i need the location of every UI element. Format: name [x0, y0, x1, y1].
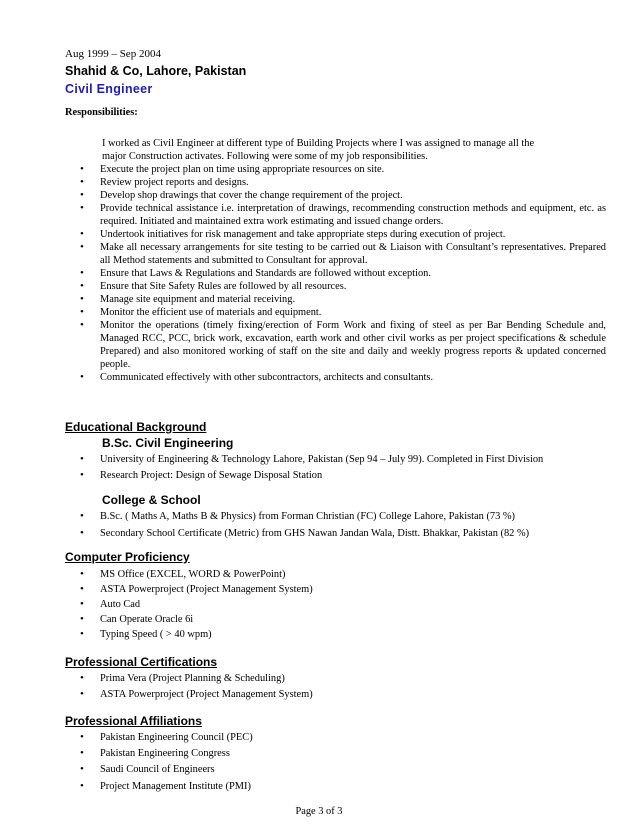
- certifications-heading: Professional Certifications: [65, 655, 218, 669]
- list-item: • Auto Cad: [78, 598, 606, 611]
- list-item: • ASTA Powerproject (Project Management System): [78, 583, 606, 596]
- degree-list: [78, 453, 618, 482]
- page-number: Page 3 of 3: [295, 806, 343, 817]
- education-heading: Educational Background: [65, 420, 207, 434]
- degree-heading: B.Sc. Civil Engineering: [102, 436, 234, 450]
- computer-heading: Computer Proficiency: [65, 550, 190, 564]
- affiliations-heading: Professional Affiliations: [65, 714, 202, 728]
- list-item: • Typing Speed ( > 40 wpm): [78, 628, 606, 641]
- job-title: Civil Engineer: [65, 82, 153, 96]
- list-item: • Communicated effectively with other subcontractors, architects and consultants.: [78, 371, 606, 384]
- list-item: • B.Sc. ( Maths A, Maths B & Physics) from Forman Christian (FC) College Lahore, Pakistan (73 %): [78, 510, 618, 523]
- list-item: • Provide technical assistance i.e. interpretation of drawings, recommending construction methods and equipment, etc. as required. Initiated and maintained extra work estimating and issued change orders.: [78, 202, 606, 228]
- responsibilities-list: [78, 163, 606, 384]
- list-item: • MS Office (EXCEL, WORD & PowerPoint): [78, 568, 606, 581]
- list-item: • Prima Vera (Project Planning & Scheduling): [78, 672, 606, 685]
- college-heading: College & School: [102, 493, 201, 507]
- certifications-list: [78, 672, 606, 701]
- intro-paragraph-line: major Construction activates. Following were some of my job responsibilities.: [102, 151, 428, 162]
- list-item: • Review project reports and designs.: [78, 176, 606, 189]
- list-item: • University of Engineering & Technology Lahore, Pakistan (Sep 94 – July 99). Completed in First Division: [78, 453, 618, 466]
- list-item: • Research Project: Design of Sewage Disposal Station: [78, 469, 618, 482]
- college-list: [78, 510, 618, 540]
- list-item: • Saudi Council of Engineers: [78, 763, 606, 776]
- list-item: • Monitor the efficient use of materials and equipment.: [78, 306, 606, 319]
- list-item: • Develop shop drawings that cover the change requirement of the project.: [78, 189, 606, 202]
- list-item: • Manage site equipment and material receiving.: [78, 293, 606, 306]
- employer-name: Shahid & Co, Lahore, Pakistan: [65, 64, 247, 78]
- responsibilities-label: Responsibilities:: [65, 107, 138, 118]
- list-item: • Make all necessary arrangements for site testing to be carried out & Liaison with Consultant’s representatives. Prepared all Method statements and submitted to Consultant for approval.: [78, 241, 606, 267]
- affiliations-list: [78, 731, 606, 793]
- list-item: • Ensure that Site Safety Rules are followed by all resources.: [78, 280, 606, 293]
- list-item: • Secondary School Certificate (Metric) from GHS Nawan Jandan Wala, Distt. Bhakkar, Pakistan (82 %): [78, 527, 618, 540]
- list-item: • Project Management Institute (PMI): [78, 780, 606, 793]
- list-item: • ASTA Powerproject (Project Management System): [78, 688, 606, 701]
- list-item: • Undertook initiatives for risk management and take appropriate steps during execution of project.: [78, 228, 606, 241]
- job-dates: Aug 1999 – Sep 2004: [65, 48, 161, 60]
- list-item: • Execute the project plan on time using appropriate resources on site.: [78, 163, 606, 176]
- list-item: • Pakistan Engineering Council (PEC): [78, 731, 606, 744]
- list-item: • Can Operate Oracle 6i: [78, 613, 606, 626]
- list-item: • Monitor the operations (timely fixing/erection of Form Work and fixing of steel as per Bar Bending Schedule and, Managed RCC, PCC, brick work, excavation, earth work and other civil works as per project specifications & schedule Prepared) and also monitored working of staff on the site and daily and weekly progress reports & updated concerned people.: [78, 319, 606, 371]
- list-item: • Ensure that Laws & Regulations and Standards are followed without exception.: [78, 267, 606, 280]
- list-item: • Pakistan Engineering Congress: [78, 747, 606, 760]
- computer-list: [78, 568, 606, 641]
- intro-paragraph-line: I worked as Civil Engineer at different type of Building Projects where I was assigned to manage all the: [102, 138, 535, 149]
